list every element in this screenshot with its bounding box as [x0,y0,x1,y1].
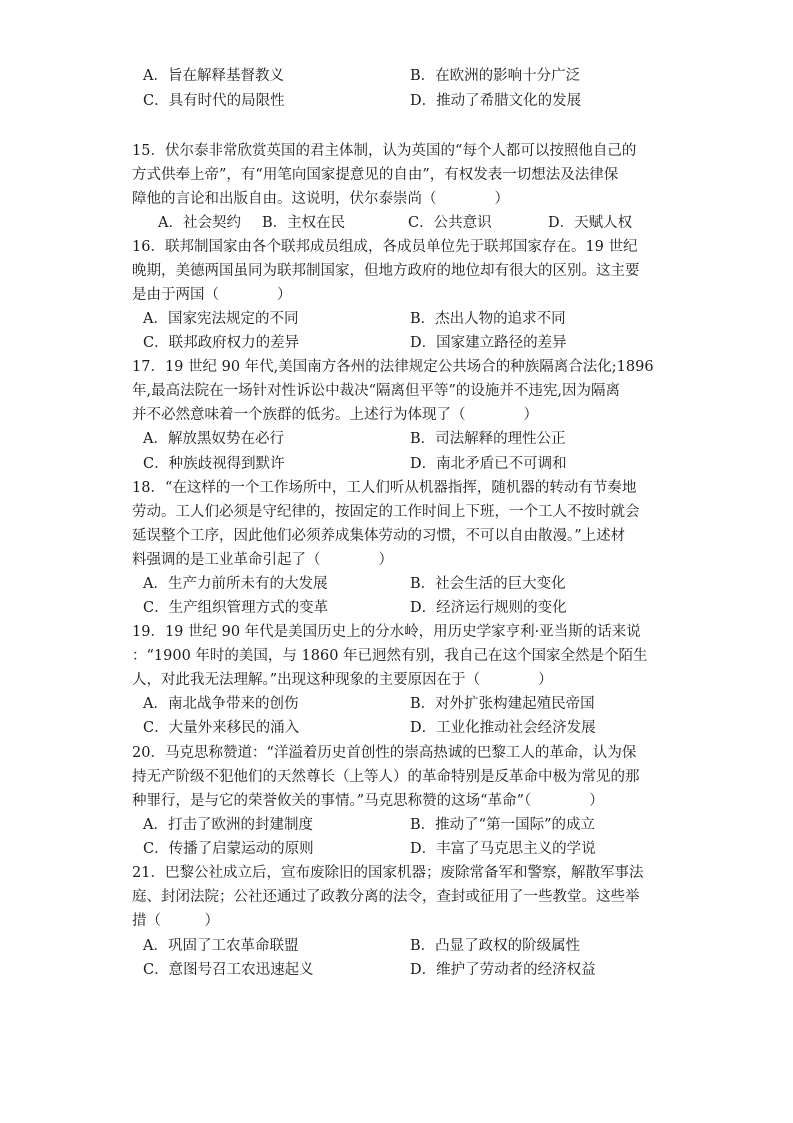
q19-option-c: C．大量外来移民的涌入 [143,720,300,736]
q14-option-c: C．具有时代的局限性 [143,93,285,109]
q20-stem-line-3: 种罪行，是与它的荣誉攸关的事情。”马克思称赞的这场“革命”（ ） [132,793,604,809]
q16-stem-line-2: 晚期，美德两国虽同为联邦制国家，但地方政府的地位却有很大的区别。这主要 [132,263,640,279]
q19-option-a: A．南北战争带来的创伤 [143,696,299,712]
q18-stem-line-4: 料强调的是工业革命引起了（ ） [132,552,393,568]
q18-stem-line-2: 劳动。工人们必须是守纪律的，按固定的工作时间上下班，一个工人不按时就会 [132,504,640,520]
q18-option-d: D．经济运行规则的变化 [410,600,567,616]
q20-stem-line-1: 20．马克思称赞道：“洋溢着历史首创性的崇高热诚的巴黎工人的革命，认为保 [132,745,637,761]
q16-option-c: C．联邦政府权力的差异 [143,335,300,351]
q16-option-d: D．国家建立路径的差异 [410,335,567,351]
q19-option-b: B．对外扩张构建起殖民帝国 [410,696,595,712]
q15-option-c: C．公共意识 [408,215,492,231]
q17-stem-line-1: 17．19 世纪 90 年代,美国南方各州的法律规定公共场合的种族隔离合法化;1896 [132,359,654,375]
q21-option-d: D．维护了劳动者的经济权益 [410,962,596,978]
q20-option-c: C．传播了启蒙运动的原则 [143,841,314,857]
q20-option-d: D．丰富了马克思主义的学说 [410,841,596,857]
q14-option-b: B．在欧洲的影响十分广泛 [410,68,581,84]
q17-stem-line-2: 年,最高法院在一场针对性诉讼中裁决“隔离但平等”的设施并不违宪,因为隔离 [132,383,621,399]
q14-option-a: A．旨在解释基督教义 [143,68,284,84]
q19-stem-line-2: ：“1900 年时的美国，与 1860 年已迥然有别，我自己在这个国家全然是个陌生 [132,648,648,664]
q17-option-a: A．解放黑奴势在必行 [143,431,284,447]
q17-option-c: C．种族歧视得到默许 [143,456,285,472]
q15-option-a: A．社会契约 [158,215,241,231]
q21-stem-line-3: 措（ ） [132,913,219,929]
q15-option-b: B．主权在民 [262,215,346,231]
q20-stem-line-2: 持无产阶级不犯他们的天然尊长（上等人）的革命特别是反革命中极为常见的那 [132,769,640,785]
q18-option-c: C．生产组织管理方式的变革 [143,600,329,616]
q19-option-d: D．工业化推动社会经济发展 [410,720,596,736]
q20-option-a: A．打击了欧洲的封建制度 [143,817,313,833]
q17-stem-line-3: 并不必然意味着一个族群的低劣。上述行为体现了（ ） [132,407,538,423]
q18-option-b: B．社会生活的巨大变化 [410,576,566,592]
q18-stem-line-1: 18．“在这样的一个工作场所中，工人们听从机器指挥，随机器的转动有节奏地 [132,480,637,496]
q15-stem-line-3: 障他的言论和出版自由。这说明，伏尔泰崇尚（ ） [132,191,509,207]
q15-option-d: D．天赋人权 [548,215,633,231]
q18-stem-line-3: 延误整个工序，因此他们必须养成集体劳动的习惯，不可以自由散漫。”上述材 [132,528,626,544]
q19-stem-line-1: 19．19 世纪 90 年代是美国历史上的分水岭，用历史学家亨利·亚当斯的话来说 [132,624,641,640]
q20-option-b: B．推动了“第一国际”的成立 [410,817,595,833]
q14-option-d: D．推动了希腊文化的发展 [410,93,582,109]
q16-option-b: B．杰出人物的追求不同 [410,311,566,327]
q16-option-a: A．国家宪法规定的不同 [143,311,299,327]
q17-option-b: B．司法解释的理性公正 [410,431,566,447]
q21-stem-line-1: 21．巴黎公社成立后，宣布废除旧的国家机器；废除常备军和警察，解散军事法 [132,865,644,881]
q17-option-d: D．南北矛盾已不可调和 [410,456,567,472]
q15-stem-line-2: 方式供奉上帝”，有“用笔向国家提意见的自由”，有权发表一切想法及法律保 [132,167,619,183]
q16-stem-line-3: 是由于两国（ ） [132,287,292,303]
q18-option-a: A．生产力前所未有的大发展 [143,576,328,592]
q21-option-c: C．意图号召工农迅速起义 [143,962,314,978]
q21-stem-line-2: 庭、封闭法院；公社还通过了政教分离的法令，查封或征用了一些教堂。这些举 [132,889,640,905]
q21-option-b: B．凸显了政权的阶级属性 [410,938,581,954]
q21-option-a: A．巩固了工农革命联盟 [143,938,299,954]
q19-stem-line-3: 人，对此我无法理解。”出现这种现象的主要原因在于（ ） [132,672,553,688]
q16-stem-line-1: 16．联邦制国家由各个联邦成员组成，各成员单位先于联邦国家存在。19 世纪 [132,239,638,255]
q15-stem-line-1: 15．伏尔泰非常欣赏英国的君主体制，认为英国的“每个人都可以按照他自己的 [132,143,637,159]
